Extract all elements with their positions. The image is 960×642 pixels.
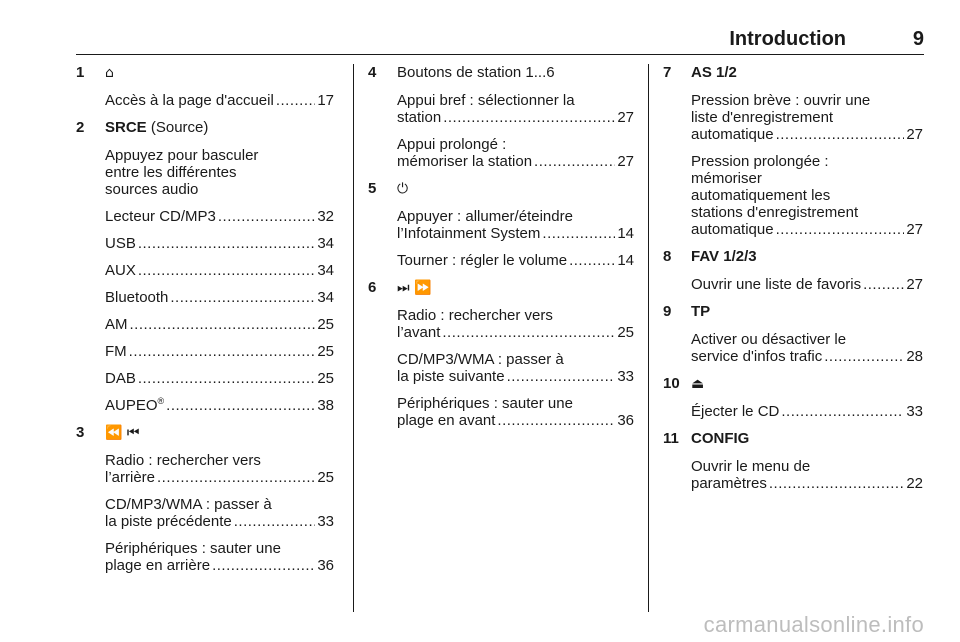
entry-line: Pression brève : ouvrir une (691, 92, 871, 109)
item-heading (397, 180, 634, 198)
page-reference: 27 (906, 126, 923, 143)
entry-label (397, 324, 440, 341)
entry-label (105, 316, 128, 333)
entry-line: CD/MP3/WMA : passer à (105, 496, 272, 513)
entry-label (105, 343, 127, 360)
page-reference: 25 (317, 469, 334, 486)
reference-entry (105, 452, 334, 486)
button-symbol-icon: ⏻ (397, 181, 409, 197)
button-label-suffix: (Source) (146, 119, 209, 136)
entry-row (397, 412, 634, 429)
page-reference: 27 (617, 153, 634, 170)
page-reference: 17 (317, 92, 334, 109)
reference-entry (105, 262, 334, 279)
entry-label (105, 235, 136, 252)
page-reference: 14 (617, 225, 634, 242)
page-reference: 33 (617, 368, 634, 385)
entry-row (397, 153, 634, 170)
column-divider (648, 64, 649, 612)
page-number: 9 (912, 28, 924, 50)
entry-row (397, 252, 634, 269)
page-title: Introduction (729, 28, 846, 50)
leader-dots (442, 324, 615, 341)
entry-label (691, 403, 779, 420)
leader-dots (776, 126, 905, 143)
entry-label (691, 276, 861, 293)
entry-row (105, 557, 334, 574)
leader-dots (138, 262, 315, 279)
description-line: Appuyez pour basculer (105, 147, 259, 164)
item-number: 3 (76, 424, 85, 441)
button-symbol-icon: ⏪ ⏮ (105, 425, 140, 441)
description-line: entre les différentes (105, 164, 237, 181)
entry-label (691, 348, 822, 365)
column-1 (76, 64, 334, 584)
reference-entry (397, 92, 634, 126)
page-reference: 38 (317, 397, 334, 414)
control-item (76, 424, 334, 574)
reference-entry (691, 276, 923, 293)
entry-label (105, 469, 155, 486)
entry-row (397, 225, 634, 242)
control-item (663, 375, 923, 420)
reference-entry (691, 331, 923, 365)
reference-entry (105, 496, 334, 530)
column-divider (353, 64, 354, 612)
button-label: SRCE (105, 119, 147, 136)
item-heading (105, 119, 334, 137)
entry-row (105, 92, 334, 109)
leader-dots (170, 289, 315, 306)
entry-line: Pression prolongée : (691, 153, 829, 170)
entry-line: Appuyer : allumer/éteindre (397, 208, 573, 225)
entry-line: stations d'enregistrement (691, 204, 859, 221)
button-label: TP (691, 303, 711, 320)
entry-label (105, 513, 232, 530)
entry-line: liste d'enregistrement (691, 109, 834, 126)
entry-line: Radio : rechercher vers (105, 452, 261, 469)
control-item (663, 64, 923, 238)
column-3 (663, 64, 923, 502)
page-reference: 25 (617, 324, 634, 341)
entry-row (105, 370, 334, 387)
reference-entry (691, 92, 923, 143)
leader-dots (157, 469, 315, 486)
page-reference: 14 (617, 252, 634, 269)
entry-row (105, 469, 334, 486)
control-item (368, 180, 634, 269)
control-item (76, 119, 334, 414)
entry-label (105, 208, 216, 225)
entry-row (691, 475, 923, 492)
entry-label (397, 412, 495, 429)
page-reference: 36 (317, 557, 334, 574)
item-heading (105, 424, 334, 442)
control-item (76, 64, 334, 109)
leader-dots (569, 252, 615, 269)
reference-entry (105, 343, 334, 360)
entry-row (397, 368, 634, 385)
reference-entry (105, 289, 334, 306)
item-number: 11 (663, 430, 679, 447)
entry-label (105, 370, 136, 387)
entry-line: Radio : rechercher vers (397, 307, 553, 324)
page-reference: 34 (317, 289, 334, 306)
reference-entry (397, 136, 634, 170)
column-2 (368, 64, 634, 439)
button-label: CONFIG (691, 430, 750, 447)
reference-entry (105, 397, 334, 414)
entry-text: FM (105, 343, 127, 360)
entry-text: DAB (105, 370, 136, 387)
leader-dots (138, 370, 315, 387)
entry-text: la piste précédente (105, 513, 232, 530)
description-line: sources audio (105, 181, 199, 198)
leader-dots (138, 235, 315, 252)
reference-entry (397, 351, 634, 385)
leader-dots (534, 153, 615, 170)
reference-entry (105, 316, 334, 333)
button-label: AS 1/2 (691, 64, 737, 81)
leader-dots (166, 397, 315, 414)
page-reference: 34 (317, 262, 334, 279)
leader-dots (129, 343, 316, 360)
entry-label (105, 289, 168, 306)
leader-dots (542, 225, 615, 242)
item-heading (691, 430, 923, 448)
item-number: 5 (368, 180, 377, 197)
entry-row (105, 235, 334, 252)
item-heading (397, 64, 634, 82)
entry-text: l’Infotainment System (397, 225, 541, 242)
item-number: 10 (663, 375, 680, 392)
item-heading (691, 375, 923, 393)
reference-entry (691, 458, 923, 492)
leader-dots (130, 316, 316, 333)
entry-text: service d'infos trafic (691, 348, 823, 365)
entry-text: AUX (105, 262, 136, 279)
page-reference: 25 (317, 343, 334, 360)
button-symbol-icon: ⌂ (105, 65, 114, 81)
entry-row (105, 208, 334, 225)
entry-text: plage en avant (397, 412, 496, 429)
item-heading (397, 279, 634, 297)
page-reference: 27 (617, 109, 634, 126)
entry-label (105, 92, 274, 109)
reference-entry (397, 252, 634, 269)
entry-label (397, 109, 441, 126)
button-symbol-icon: ⏏ (691, 376, 705, 392)
leader-dots (776, 221, 905, 238)
entry-label (105, 557, 210, 574)
entry-row (105, 343, 334, 360)
entry-text: Tourner : régler le volume (397, 252, 568, 269)
entry-text: automatique (691, 126, 774, 143)
entry-label (105, 397, 164, 414)
reference-entry (105, 92, 334, 109)
entry-text: l’arrière (105, 469, 156, 486)
entry-row (105, 316, 334, 333)
item-number: 9 (663, 303, 672, 320)
leader-dots (497, 412, 615, 429)
control-item (663, 430, 923, 492)
entry-row (105, 262, 334, 279)
leader-dots (507, 368, 616, 385)
entry-label (691, 221, 774, 238)
page-reference: 25 (317, 316, 334, 333)
reference-entry (105, 370, 334, 387)
page-reference: 32 (317, 208, 334, 225)
page-reference: 27 (906, 276, 923, 293)
leader-dots (824, 348, 904, 365)
leader-dots (863, 276, 904, 293)
leader-dots (212, 557, 315, 574)
entry-text: Éjecter le CD (691, 403, 780, 420)
reference-entry (397, 208, 634, 242)
entry-label (691, 126, 774, 143)
page-reference: 36 (617, 412, 634, 429)
reference-entry (105, 235, 334, 252)
entry-row (691, 403, 923, 420)
entry-line: Appui bref : sélectionner la (397, 92, 575, 109)
entry-row (397, 109, 634, 126)
item-heading (691, 303, 923, 321)
page-reference: 25 (317, 370, 334, 387)
control-item (663, 248, 923, 293)
page-reference: 33 (906, 403, 923, 420)
reference-entry (105, 208, 334, 225)
entry-row (691, 276, 923, 293)
entry-line: Appui prolongé : (397, 136, 507, 153)
leader-dots (234, 513, 316, 530)
entry-row (691, 348, 923, 365)
entry-text: Lecteur CD/MP3 (105, 208, 216, 225)
entry-row (691, 126, 923, 143)
control-item (368, 279, 634, 429)
item-heading (105, 64, 334, 82)
entry-row (105, 513, 334, 530)
entry-line: mémoriser (691, 170, 762, 187)
reference-entry (691, 403, 923, 420)
entry-line: automatiquement les (691, 187, 831, 204)
entry-line: Ouvrir le menu de (691, 458, 811, 475)
item-description (105, 147, 334, 198)
page-reference: 33 (317, 513, 334, 530)
entry-text: automatique (691, 221, 774, 238)
reference-entry (397, 307, 634, 341)
entry-text: Bluetooth (105, 289, 169, 306)
registered-mark: ® (157, 396, 165, 406)
item-number: 6 (368, 279, 377, 296)
entry-text: Ouvrir une liste de favoris (691, 276, 862, 293)
reference-entry (397, 395, 634, 429)
item-number: 4 (368, 64, 377, 81)
control-item (663, 303, 923, 365)
leader-dots (769, 475, 904, 492)
entry-row (105, 289, 334, 306)
control-item (368, 64, 634, 170)
button-label: Boutons de station 1...6 (397, 64, 555, 81)
watermark: carmanualsonline.info (703, 612, 924, 637)
entry-line: Périphériques : sauter une (105, 540, 281, 557)
page-reference: 28 (906, 348, 923, 365)
item-number: 1 (76, 64, 85, 81)
item-heading (691, 248, 923, 266)
entry-text: USB (105, 235, 136, 252)
item-number: 2 (76, 119, 85, 136)
page-reference: 27 (906, 221, 923, 238)
entry-line: CD/MP3/WMA : passer à (397, 351, 564, 368)
entry-text: la piste suivante (397, 368, 505, 385)
button-label: FAV 1/2/3 (691, 248, 757, 265)
reference-entry (691, 153, 923, 238)
leader-dots (781, 403, 904, 420)
entry-text: paramètres (691, 475, 767, 492)
entry-row (397, 324, 634, 341)
entry-text: AUPEO (105, 397, 158, 414)
entry-label (397, 153, 532, 170)
entry-label (397, 252, 567, 269)
entry-row (691, 221, 923, 238)
leader-dots (276, 92, 316, 109)
entry-label (105, 262, 136, 279)
entry-line: Périphériques : sauter une (397, 395, 573, 412)
leader-dots (443, 109, 615, 126)
entry-text: mémoriser la station (397, 153, 533, 170)
item-number: 8 (663, 248, 672, 265)
item-number: 7 (663, 64, 672, 81)
button-symbol-icon: ⏭ ⏩ (397, 280, 432, 296)
leader-dots (218, 208, 315, 225)
page-reference: 34 (317, 235, 334, 252)
entry-label (691, 475, 767, 492)
entry-text: l’avant (397, 324, 441, 341)
entry-text: AM (105, 316, 128, 333)
entry-text: station (397, 109, 442, 126)
page-reference: 22 (906, 475, 923, 492)
entry-line: Activer ou désactiver le (691, 331, 847, 348)
item-heading (691, 64, 923, 82)
entry-label (397, 225, 540, 242)
entry-row (105, 397, 334, 414)
entry-text: plage en arrière (105, 557, 211, 574)
entry-text: Accès à la page d'accueil (105, 92, 274, 109)
page-header (76, 26, 924, 55)
reference-entry (105, 540, 334, 574)
entry-label (397, 368, 505, 385)
